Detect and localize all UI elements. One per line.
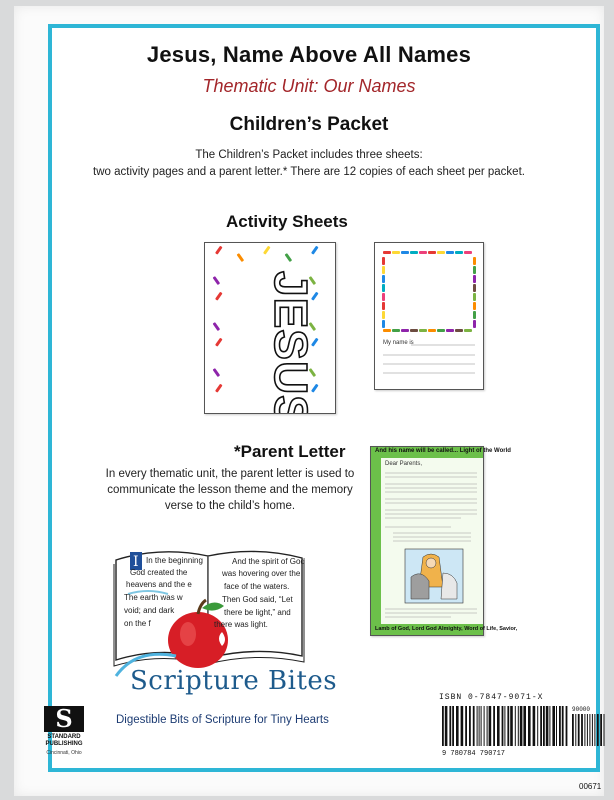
parent-letter-sheet xyxy=(370,446,518,636)
scripture-bites-wordmark: Scripture Bites xyxy=(130,666,338,696)
activity-sheets-heading: Activity Sheets xyxy=(226,212,348,231)
jesus-coloring-illustration xyxy=(205,243,335,413)
parent-letter-description: In every thematic unit, the parent letter is used to communicate the lesson theme and the memory verse to the child’s home. xyxy=(105,468,355,512)
barcode-addon-digits: 90000 xyxy=(572,706,591,713)
intro-line-1: The Children’s Packet includes three sheets: xyxy=(195,149,423,161)
page-title: Jesus, Name Above All Names xyxy=(146,42,472,67)
subtitle: Thematic Unit: Our Names xyxy=(202,76,416,96)
back-cover: Jesus, Name Above All Names Thematic Unit: Our Names Children’s Packet The Children’s Packet includes three sheets: two activity pages and a parent letter.* There are 12 copies of each sheet per packet. Activity Sheets JESUS My name is *Parent Letter In every thematic unit, the parent letter is used to communicate the lesson theme and the memory verse to the child’s home. And his name will be called... Light of the World Dear Parents, Lamb of God, Lord God Almighty, Word of Life, Savior, I In the beginning God created the heavens and the e The earth was w void; and dark on the f And the spirit of God was hovering over the face of the waters. Then God said, “Let there be light,” and there was light. Scripture Bites Digestible Bits of Scripture for Tiny Hearts S STANDARD PUBLISHING Cincinnati, Ohio ISBN 0-7847-9071-X 9 780784 790717 90000 00671 xyxy=(14,6,604,796)
publisher-city: Cincinnati, Ohio xyxy=(46,750,82,756)
packet-heading: Children’s Packet xyxy=(229,114,389,135)
barcode-main-digits: 9 780784 790717 xyxy=(442,750,506,756)
crayon-frame-illustration xyxy=(375,243,483,389)
svg-text:I: I xyxy=(133,554,139,570)
letter-greeting: Dear Parents, xyxy=(385,461,423,467)
standard-publishing-logo-icon: S xyxy=(44,706,84,732)
isbn-text: ISBN 0-7847-9071-X xyxy=(439,693,544,702)
activity-sheet-frame xyxy=(374,242,484,390)
intro-line-2: two activity pages and a parent letter.* There are 12 copies of each sheet per packet. xyxy=(93,166,525,178)
parent-letter-illustration xyxy=(371,447,483,635)
product-code: 00671 xyxy=(579,782,602,791)
publisher-name: STANDARD PUBLISHING xyxy=(45,734,83,747)
activity-sheet-jesus xyxy=(204,242,336,414)
svg-text:JESUS: JESUS xyxy=(265,271,317,413)
parent-letter-heading: *Parent Letter xyxy=(234,442,346,461)
letter-footer: Lamb of God, Lord God Almighty, Word of Life, Savior, xyxy=(375,626,518,632)
barcode-graphic xyxy=(440,704,608,756)
letter-header: And his name will be called... Light of the World xyxy=(375,448,511,454)
name-label: My name is xyxy=(383,340,414,346)
scripture-bites-tagline: Digestible Bits of Scripture for Tiny Hearts xyxy=(116,714,329,726)
